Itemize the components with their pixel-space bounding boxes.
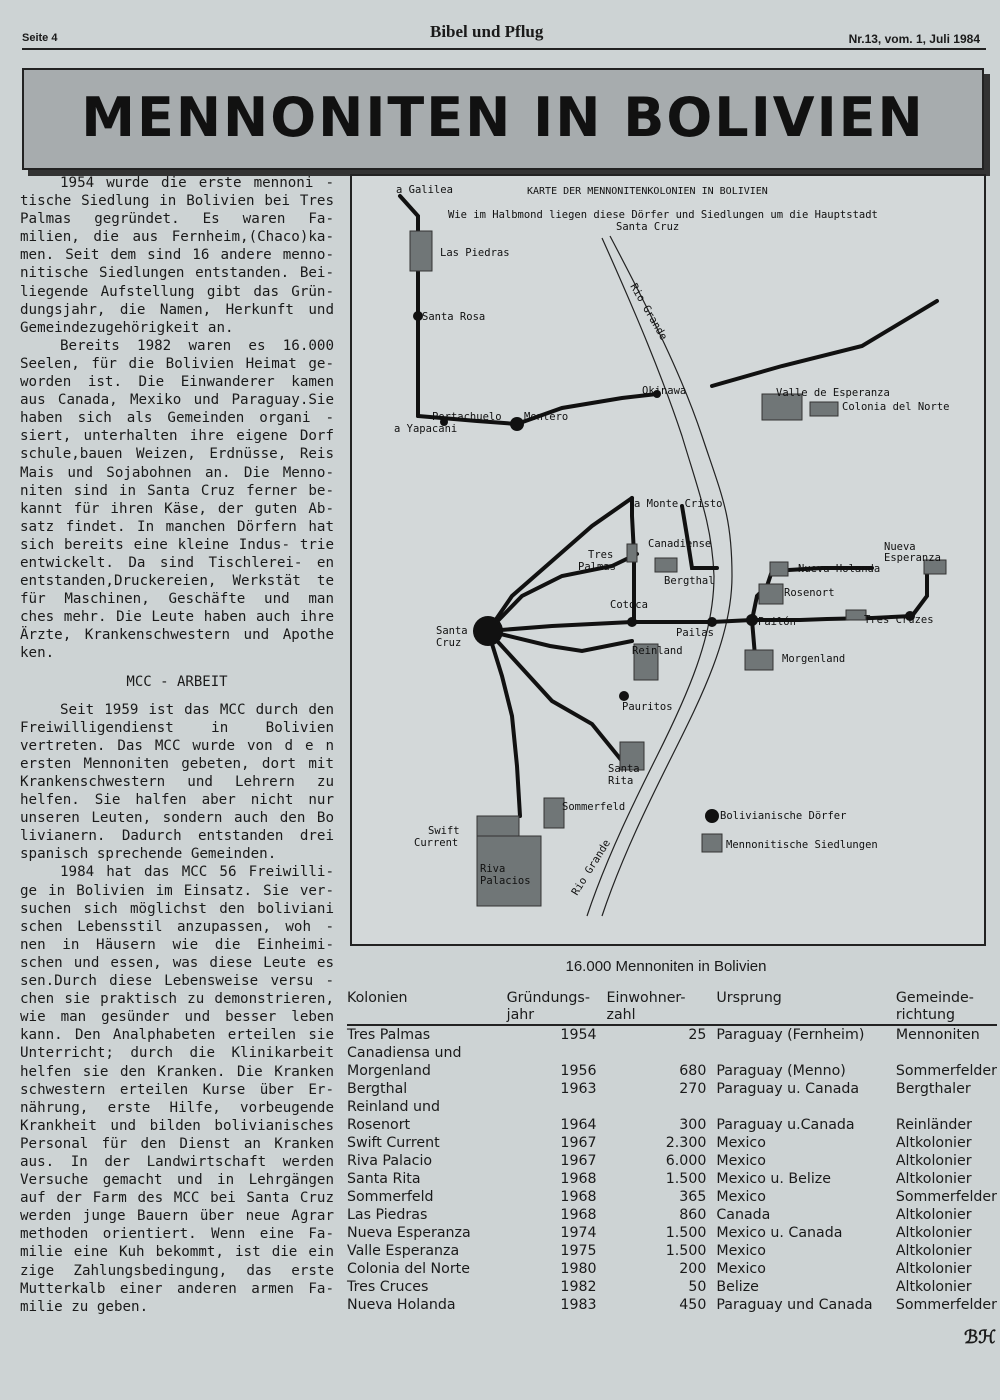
label-colonia-norte: Colonia del Norte [842, 401, 950, 413]
cell-pop: 450 [679, 1297, 707, 1313]
village-santa-cruz [473, 616, 503, 646]
map-subtitle: Wie im Halbmond liegen diese Dörfer und Siedlungen um die Hauptstadt [448, 209, 878, 221]
cell-pop: 270 [679, 1081, 707, 1097]
cell-name: Tres Cruces [347, 1279, 429, 1295]
legend-village-dot [705, 809, 719, 823]
settlement-rosenort [759, 584, 783, 604]
label-riva: Riva [480, 863, 506, 875]
label-yapacani: a Yapacani [394, 423, 458, 435]
table-header-row [347, 990, 997, 1025]
cell-pop: 6.000 [665, 1153, 707, 1169]
table-row [347, 1242, 997, 1260]
table-row [347, 1188, 997, 1206]
cell-year: 1954 [560, 1027, 597, 1043]
cell-name: Swift Current [347, 1135, 440, 1151]
cell-pop: 860 [679, 1207, 707, 1223]
cell-pop [607, 1044, 717, 1062]
cell-pop: 1.500 [665, 1225, 707, 1241]
cell-pop: 680 [679, 1063, 707, 1079]
cell-name: Las Piedras [347, 1207, 428, 1223]
cell-name: Rosenort [347, 1117, 411, 1133]
settlement-colonia-norte [810, 402, 838, 416]
cell-year: 1968 [560, 1171, 597, 1187]
col-gemeinde: Gemeinde- richtung [896, 990, 997, 1025]
cell-year: 1980 [560, 1261, 597, 1277]
label-las-piedras: Las Piedras [440, 247, 510, 259]
label-pailas: Pailas [676, 627, 714, 639]
cell-church: Altkolonier [895, 1153, 972, 1169]
cell-name: Morgenland [347, 1063, 431, 1079]
label-montero: Montero [524, 411, 569, 423]
cell-pop: 25 [688, 1027, 707, 1043]
label-santa-rosa: Santa Rosa [422, 311, 486, 323]
cell-church: Sommerfelder [895, 1189, 997, 1205]
page-number: Seite 4 [22, 32, 58, 44]
table-row [347, 1170, 997, 1188]
legend-villages-label: Bolivianische Dörfer [720, 810, 847, 822]
cell-name: Reinland und [347, 1099, 441, 1115]
cell-origin [716, 1044, 895, 1062]
cell-year: 1956 [560, 1063, 597, 1079]
cell-church: Altkolonier [895, 1135, 972, 1151]
label-canadiense: Canadiense [648, 538, 712, 550]
table-row [347, 1224, 997, 1242]
cell-origin: Paraguay u.Canada [716, 1117, 855, 1133]
cell-origin: Mexico u. Canada [716, 1225, 843, 1241]
label-nueva: Nueva [884, 541, 916, 553]
settlement-las-piedras [410, 231, 432, 271]
cell-year: 1982 [560, 1279, 597, 1295]
label-santa: Santa [436, 625, 468, 637]
cell-origin: Mexico [716, 1153, 766, 1169]
paragraph-4: 1984 hat das MCC 56 Freiwilli- ge in Bolivien im Einsatz. Sie ver- suchen sich möglichst den boliviani schen Lebensstil anzupassen, woh - nen in Häusern wie die Einheimi- schen und essen, was diese Leute es sen.Durch diese Lebensweise versu - chen sie praktisch zu demonstrieren, wie man gesünder und besser leben kann. Den Analphabeten erteilen sie Unterricht; durch die Klinikarbeit helfen sie den Kranken. Die Kranken schwestern erteilen Kurse über Er- nährung, erste Hilfe, vorbeugende Krankheit und bilden bolivianisches Personal für den Dienst an Kranken aus. In der Landwirtschaft werden Versuche gemacht und in Lehrgängen auf der Farm des MCC bei Santa Cruz werden junge Bauern über neue Agrar methoden orientiert. Wenn eine Fa- milie eine Kuh bekommt, ist die ein zige Zahlungsbedingung, das erste Mutterkalb einer anderen armen Fa- milie zu geben. [20, 864, 334, 1315]
table-row [347, 1080, 997, 1098]
cell-name: Bergthal [347, 1081, 408, 1097]
label-current: Current [414, 837, 459, 849]
cell-church: Bergthaler [895, 1081, 971, 1097]
cell-church: Reinländer [895, 1117, 972, 1133]
cell-year: 1968 [560, 1207, 597, 1223]
label-reinland: Reinland [632, 645, 683, 657]
cell-pop: 365 [679, 1189, 707, 1205]
cell-church: Altkolonier [895, 1279, 972, 1295]
header-rule [22, 48, 986, 50]
table-row [347, 1278, 997, 1296]
village-pailon [746, 614, 758, 626]
cell-year [507, 1044, 607, 1062]
cell-name: Valle Esperanza [347, 1243, 460, 1259]
label-swift: Swift [428, 825, 460, 837]
cell-pop: 200 [679, 1261, 707, 1277]
cell-name: Nueva Esperanza [347, 1225, 471, 1241]
cell-origin: Paraguay (Menno) [716, 1063, 846, 1079]
cell-church: Altkolonier [895, 1261, 972, 1277]
label-santa-rita-1: Santa [608, 763, 640, 775]
village-cotoca [627, 617, 637, 627]
article-title: MENNONITEN IN BOLIVIEN [81, 86, 925, 149]
cell-origin: Mexico [716, 1189, 766, 1205]
table-row [347, 1025, 997, 1044]
title-banner [22, 68, 984, 170]
river-label-1: Rio Grande [627, 281, 670, 343]
cell-name: Canadiensa und [347, 1045, 462, 1061]
label-esperanza: Esperanza [884, 552, 941, 564]
cell-origin: Paraguay und Canada [716, 1297, 873, 1313]
paragraph-3: Seit 1959 ist das MCC durch den Freiwilligendienst in Bolivien vertreten. Das MCC wurde von d e n ersten Mennoniten gebeten, dort mit Krankenschwestern und Lehrern zu helfen. Sie halfen aber nicht nur unseren Leuten, sondern auch den Bo livianern. Dadurch entstanden drei spanisch sprechende Gemeinden. [20, 701, 334, 863]
table-row [347, 1152, 997, 1170]
cell-church: Sommerfelder [895, 1063, 997, 1079]
label-palmas: Palmas [578, 561, 616, 573]
label-tres-cruces: Tres Cruzes [864, 614, 934, 626]
label-portachuelo: Portachuelo [432, 411, 502, 423]
settlement-tres-palmas [627, 544, 637, 562]
cell-origin: Belize [716, 1279, 759, 1295]
publication-name: Bibel und Pflug [430, 22, 544, 41]
legend-settlements-label: Mennonitische Siedlungen [726, 839, 878, 851]
label-pauritos: Pauritos [622, 701, 673, 713]
label-tres: Tres [588, 549, 614, 561]
settlement-sommerfeld [544, 798, 564, 828]
village-pailas [707, 617, 717, 627]
cell-year: 1975 [560, 1243, 597, 1259]
publisher-logo: ℬℋ [964, 1327, 996, 1348]
label-rosenort: Rosenort [784, 587, 835, 599]
legend-settlement-swatch [702, 834, 722, 852]
cell-pop [607, 1098, 717, 1116]
label-okinawa: Okinawa [642, 385, 687, 397]
cell-year: 1963 [560, 1081, 597, 1097]
col-kolonien: Kolonien [347, 990, 507, 1025]
cell-origin: Mexico u. Belize [716, 1171, 831, 1187]
settlement-tres-cruces [846, 610, 866, 620]
cell-church [896, 1098, 997, 1116]
cell-pop: 50 [688, 1279, 707, 1295]
label-valle: Valle de Esperanza [776, 387, 890, 399]
label-sommerfeld: Sommerfeld [562, 801, 626, 813]
cell-name: Santa Rita [347, 1171, 421, 1187]
cell-name: Colonia del Norte [347, 1261, 470, 1277]
cell-origin: Paraguay u. Canada [716, 1081, 860, 1097]
village-montero [510, 417, 524, 431]
table-row [347, 1116, 997, 1134]
cell-pop: 300 [679, 1117, 707, 1133]
cell-year: 1964 [560, 1117, 597, 1133]
cell-year: 1983 [560, 1297, 597, 1313]
label-galilea: a Galilea [396, 184, 453, 196]
cell-church: Mennoniten [895, 1027, 980, 1043]
label-morgenland: Morgenland [782, 653, 846, 665]
table-body [347, 1025, 997, 1314]
settlement-nueva-holanda [770, 562, 788, 576]
cell-church: Altkolonier [895, 1207, 972, 1223]
cell-year: 1968 [560, 1189, 597, 1205]
cell-year: 1967 [560, 1135, 597, 1151]
paragraph-1: 1954 wurde die erste mennoni - tische Siedlung in Bolivien bei Tres Palmas gegründet. Es waren Fa- milien, die aus Fernheim,(Chaco)ka- men. Seit dem sind 16 andere menno- nitische Siedlungen entstanden. Bei- liegende Aufstellung gibt das Grün- dungsjahr, die Namen, Herkunft und Gemeindezugehörigkeit an. [20, 175, 334, 336]
cell-origin: Mexico [716, 1243, 766, 1259]
article-column [20, 174, 334, 1316]
cell-pop: 1.500 [665, 1171, 707, 1187]
settlement-morgenland [745, 650, 773, 670]
river-label-2: Rio Grande [569, 837, 614, 898]
colony-map [350, 174, 986, 946]
label-palacios: Palacios [480, 875, 531, 887]
col-einwohner: Einwohner- zahl [607, 990, 717, 1025]
cell-year [507, 1098, 607, 1116]
table-row [347, 1134, 997, 1152]
label-bergthal: Bergthal [664, 575, 715, 587]
cell-church: Altkolonier [895, 1243, 972, 1259]
map-subtitle-2: Santa Cruz [616, 221, 680, 233]
issue-date: Nr.13, vom. 1, Juli 1984 [848, 32, 980, 46]
label-monte-cristo: a Monte Cristo [634, 498, 723, 510]
cell-origin [716, 1098, 895, 1116]
paragraph-2: Bereits 1982 waren es 16.000 Seelen, für die Bolivien Heimat ge- worden ist. Die Einwanderer kamen aus Canada, Mexiko und Paraguay.Sie haben sich als Gemeinden organi - siert, unterhalten ihre eigene Dorf schule,bauen Weizen, Erdnüsse, Reis Mais und Sojabohnen an. Die Menno- niten sind in Santa Cruz ferner be- kannt für ihren Käse, der guten Ab- satz findet. In manchen Dörfern hat sich bereits eine kleine Indus- trie entwickelt. Da sind Tischlerei- en entstanden,Druckereien, Werkstät te für Maschinen, Geschäfte und man ches mehr. Die Leute haben auch ihre Ärzte, Krankenschwestern und Apothe ken. [20, 337, 334, 662]
village-pauritos [619, 691, 629, 701]
cell-church: Altkolonier [895, 1225, 972, 1241]
map-caption: 16.000 Mennoniten in Bolivien [565, 958, 767, 975]
cell-year: 1974 [560, 1225, 597, 1241]
cell-church: Sommerfelder [895, 1297, 997, 1313]
label-cotoca: Cotoca [610, 599, 648, 611]
cell-pop: 2.300 [665, 1135, 707, 1151]
subheading-mcc: MCC - ARBEIT [126, 673, 228, 690]
label-santa-rita-2: Rita [608, 775, 634, 787]
label-nueva-holanda: Nueva Holanda [798, 563, 881, 575]
cell-origin: Mexico [716, 1135, 766, 1151]
cell-church: Altkolonier [895, 1171, 972, 1187]
cell-year: 1967 [560, 1153, 597, 1169]
table-row [347, 1296, 997, 1314]
cell-church [896, 1044, 997, 1062]
col-gruendung: Gründungs- jahr [507, 990, 607, 1025]
cell-origin: Canada [716, 1207, 771, 1223]
table-row [347, 1044, 997, 1062]
label-cruz: Cruz [436, 637, 462, 649]
cell-origin: Mexico [716, 1261, 766, 1277]
cell-origin: Paraguay (Fernheim) [716, 1027, 865, 1043]
cell-pop: 1.500 [665, 1243, 707, 1259]
table-row [347, 1206, 997, 1224]
col-ursprung: Ursprung [716, 990, 895, 1025]
settlement-bergthal [655, 558, 677, 572]
table-row [347, 1098, 997, 1116]
label-pailon: Pailón [758, 616, 796, 628]
map-title: KARTE DER MENNONITENKOLONIEN IN BOLIVIEN [527, 186, 768, 197]
cell-name: Sommerfeld [347, 1189, 434, 1205]
table-row [347, 1260, 997, 1278]
cell-name: Riva Palacio [347, 1153, 433, 1169]
cell-name: Tres Palmas [347, 1027, 431, 1043]
colonies-table [347, 990, 997, 1314]
table-row [347, 1062, 997, 1080]
cell-name: Nueva Holanda [347, 1297, 456, 1313]
